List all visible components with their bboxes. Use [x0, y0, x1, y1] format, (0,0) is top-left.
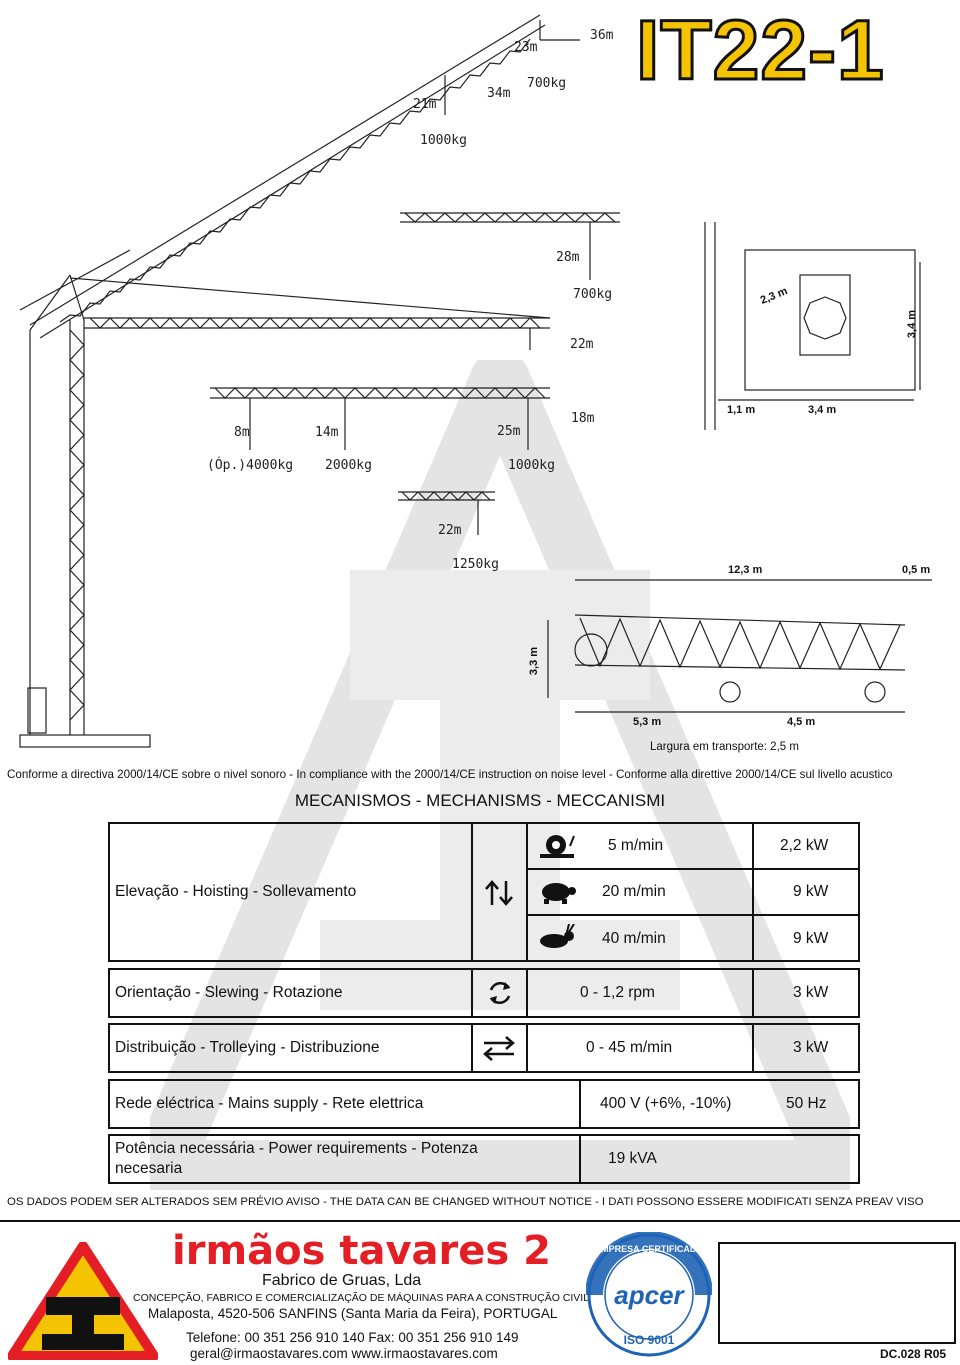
turtle-icon — [536, 878, 578, 906]
dim-0-5m: 0,5 m — [902, 564, 931, 576]
rotate-icon — [485, 978, 515, 1008]
company-phones: Telefone: 00 351 256 910 140 Fax: 00 351 256 910 149 — [186, 1330, 519, 1345]
dim-3-4m-vertical: 3,4 m — [906, 309, 919, 339]
hoist-speed-3: 40 m/min — [602, 930, 666, 947]
apcer-certification-badge — [586, 1232, 712, 1358]
cert-brand-text: apcer — [614, 1280, 684, 1310]
hoist-power-3: 9 kW — [793, 930, 829, 947]
document-code: DC.028 R05 — [880, 1347, 947, 1361]
trolley-arrows-icon — [482, 1035, 516, 1061]
brand-tagline: CONCEPÇÃO, FABRICO E COMERCIALIZAÇÃO DE MÁQUINAS PARA A CONSTRUÇÃO CIVIL — [133, 1292, 590, 1304]
compliance-notice: Conforme a directiva 2000/14/CE sobre o nivel sonoro - In compliance with the 2000/14/CE instruction on noise level - Conforme alla direttive 2000/14/CE sul livello acustico — [7, 768, 893, 781]
dim-3-3m: 3,3 m — [528, 646, 541, 676]
rabbit-icon — [536, 924, 578, 952]
dim-5-3m: 5,3 m — [633, 716, 662, 728]
label-8m: 8m — [234, 425, 250, 440]
slewing-power: 3 kW — [793, 984, 829, 1001]
label-22m: 22m — [438, 523, 462, 538]
brand-subtitle: Fabrico de Gruas, Lda — [262, 1272, 422, 1289]
label-28m: 28m — [556, 250, 580, 265]
trolleying-power: 3 kW — [793, 1039, 829, 1056]
mains-label: Rede eléctrica - Mains supply - Rete elettrica — [115, 1095, 424, 1112]
power-value: 19 kVA — [608, 1150, 657, 1167]
dim-3-4m: 3,4 m — [808, 404, 837, 416]
power-label-line1: Potência necessária - Power requirements - Potenza — [115, 1140, 478, 1157]
slewing-label: Orientação - Slewing - Rotazione — [115, 984, 343, 1001]
trolleying-speed: 0 - 45 m/min — [586, 1039, 673, 1056]
footer-divider — [0, 1220, 960, 1222]
cert-iso-text: ISO 9001 — [623, 1333, 675, 1347]
hoist-arrows-icon — [482, 879, 516, 907]
cert-top-text: EMPRESA CERTIFICADA — [595, 1244, 703, 1254]
label-2000kg: 2000kg — [325, 458, 372, 473]
hoisting-label: Elevação - Hoisting - Sollevamento — [115, 883, 357, 900]
trolleying-table — [108, 1023, 860, 1073]
data-change-notice: OS DADOS PODEM SER ALTERADOS SEM PRÉVIO AVISO - THE DATA CAN BE CHANGED WITHOUT NOTICE - I DATI POSSONO ESSERE MODIFICATI SENZA PREAV VISO — [7, 1196, 924, 1208]
slewing-speed: 0 - 1,2 rpm — [580, 984, 655, 1001]
label-700kg-28: 700kg — [573, 287, 613, 302]
label-1000kg-25: 1000kg — [508, 458, 555, 473]
hoist-power-2: 9 kW — [793, 883, 829, 900]
mains-frequency: 50 Hz — [786, 1095, 827, 1112]
dim-2-3m: 2,3 m — [758, 285, 790, 307]
mains-voltage: 400 V (+6%, -10%) — [600, 1095, 732, 1112]
label-4000kg: (Óp.)4000kg — [207, 458, 294, 473]
company-address: Malaposta, 4520-506 SANFINS (Santa Maria da Feira), PORTUGAL — [148, 1306, 558, 1321]
dim-1-1m: 1,1 m — [727, 404, 756, 416]
hoist-speed-1: 5 m/min — [608, 837, 664, 854]
dim-4-5m: 4,5 m — [787, 716, 816, 728]
transport-width: Largura em transporte: 2,5 m — [650, 741, 799, 753]
dim-12-3m: 12,3 m — [728, 564, 763, 576]
snail-icon — [536, 832, 578, 860]
label-21m: 21m — [413, 97, 437, 112]
label-14m: 14m — [315, 425, 339, 440]
brand-name: irmãos tavares 2 — [172, 1228, 551, 1274]
hoist-power-1: 2,2 kW — [780, 837, 829, 854]
label-36m: 36m — [590, 28, 614, 43]
hoisting-table — [108, 822, 860, 962]
mechanisms-title: MECANISMOS - MECHANISMS - MECCANISMI — [294, 791, 666, 810]
power-table — [108, 1134, 860, 1184]
stamp-box — [718, 1242, 956, 1344]
hoist-speed-2: 20 m/min — [602, 883, 666, 900]
power-label-line2: necesaria — [115, 1160, 183, 1177]
label-22m-28: 22m — [570, 337, 594, 352]
trolleying-label: Distribuição - Trolleying - Distribuzione — [115, 1039, 380, 1056]
slewing-table — [108, 968, 860, 1018]
label-1250kg: 1250kg — [452, 557, 499, 572]
company-web: geral@irmaostavares.com www.irmaostavares.com — [190, 1346, 498, 1361]
label-18m: 18m — [571, 411, 595, 426]
mains-table — [108, 1079, 860, 1129]
label-25m: 25m — [497, 424, 521, 439]
label-23m: 23m — [514, 40, 538, 55]
label-700kg-36: 700kg — [527, 76, 567, 91]
label-1000kg-36: 1000kg — [420, 133, 467, 148]
label-34m: 34m — [487, 86, 511, 101]
page-title: IT22-1 — [636, 3, 885, 97]
